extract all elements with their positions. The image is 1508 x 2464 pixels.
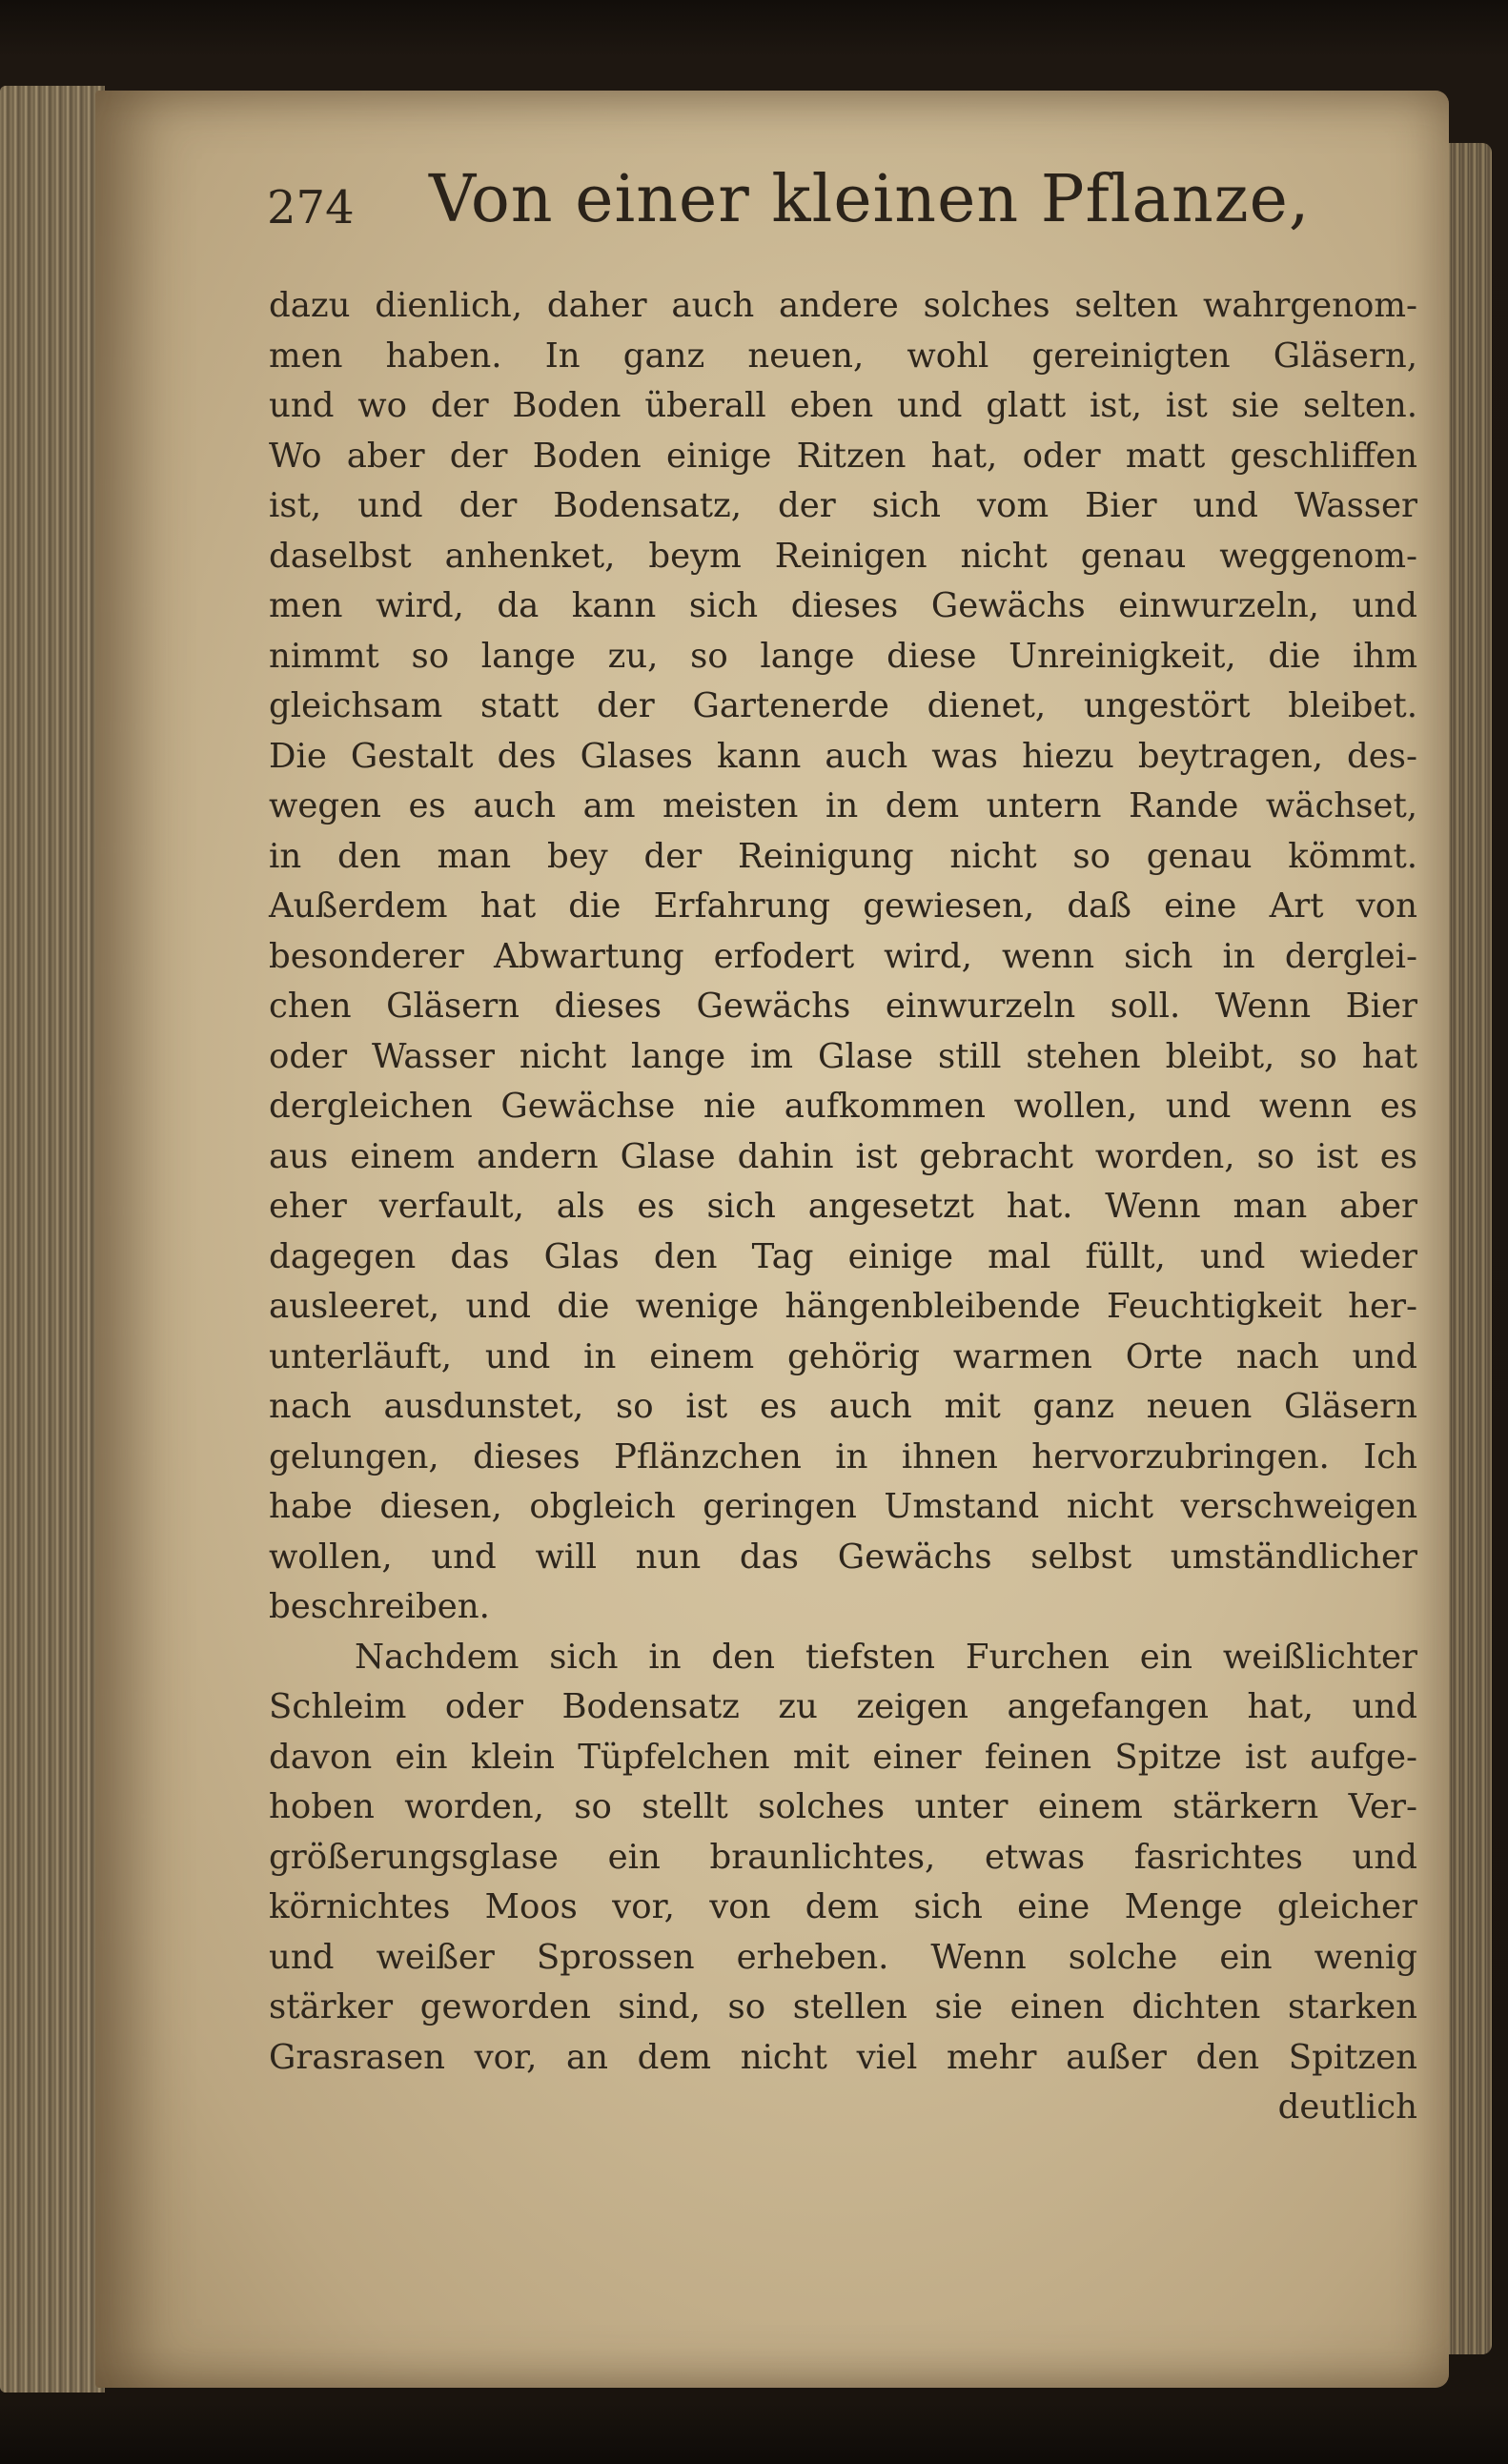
- text-line: Schleim oder Bodensatz zu zeigen angefangen hat, und: [269, 1687, 1417, 1726]
- text-line: beschreiben.: [269, 1587, 490, 1626]
- text-line: gelungen, dieses Pflänzchen in ihnen hervorzubringen. Ich: [269, 1436, 1417, 1476]
- text-line: davon ein klein Tüpfelchen mit einer feinen Spitze ist aufge-: [269, 1737, 1417, 1777]
- text-line: nach ausdunstet, so ist es auch mit ganz neuen Gläsern: [269, 1387, 1417, 1426]
- text-line: eher verfault, als es sich angesetzt hat. Wenn man aber: [269, 1187, 1417, 1226]
- text-line: körnichtes Moos vor, von dem sich eine Menge gleicher: [269, 1887, 1417, 1926]
- text-line: Außerdem hat die Erfahrung gewiesen, daß eine Art von: [269, 886, 1417, 926]
- text-line: Die Gestalt des Glases kann auch was hiezu beytragen, des-: [269, 736, 1417, 776]
- text-line: unterläuft, und in einem gehörig warmen Orte nach und: [269, 1336, 1417, 1376]
- text-line: wollen, und will nun das Gewächs selbst umständlicher: [269, 1537, 1417, 1577]
- text-line: aus einem andern Glase dahin ist gebracht worden, so ist es: [269, 1136, 1417, 1176]
- text-line: nimmt so lange zu, so lange diese Unreinigkeit, die ihm: [269, 636, 1417, 676]
- text-line: dagegen das Glas den Tag einige mal füllt, und wieder: [269, 1236, 1417, 1276]
- text-line: gleichsam statt der Gartenerde dienet, ungestört bleibet.: [269, 686, 1417, 725]
- text-line: oder Wasser nicht lange im Glase still stehen bleibt, so hat: [269, 1036, 1417, 1076]
- text-line: und wo der Boden überall eben und glatt ist, ist sie selten.: [269, 386, 1417, 425]
- text-line: hoben worden, so stellt solches unter einem stärkern Ver-: [269, 1787, 1417, 1826]
- text-line: ausleeret, und die wenige hängenbleibende Feuchtigkeit her-: [269, 1287, 1417, 1326]
- catchword: deutlich: [1277, 2087, 1417, 2127]
- page-number: 274: [267, 181, 355, 234]
- text-line: men haben. In ganz neuen, wohl gereinigten Gläsern,: [269, 336, 1417, 376]
- text-line: besonderer Abwartung erfodert wird, wenn sich in derglei-: [269, 936, 1417, 976]
- left-page-edges: [0, 86, 105, 2393]
- text-line: wegen es auch am meisten in dem untern Rande wächset,: [269, 786, 1417, 825]
- text-line: in den man bey der Reinigung nicht so genau kömmt.: [269, 836, 1417, 876]
- text-line: daselbst anhenket, beym Reinigen nicht genau weggenom-: [269, 536, 1417, 576]
- text-line: Grasrasen vor, an dem nicht viel mehr außer den Spitzen: [269, 2037, 1417, 2077]
- text-line: und weißer Sprossen erheben. Wenn solche ein wenig: [269, 1937, 1417, 1977]
- text-line: stärker geworden sind, so stellen sie einen dichten starken: [269, 1987, 1417, 2026]
- text-line: größerungsglase ein braunlichtes, etwas fasrichtes und: [269, 1837, 1417, 1877]
- text-line: men wird, da kann sich dieses Gewächs einwurzeln, und: [269, 586, 1417, 625]
- text-line: chen Gläsern dieses Gewächs einwurzeln soll. Wenn Bier: [269, 987, 1417, 1026]
- text-line: dazu dienlich, daher auch andere solches selten wahrgenom-: [269, 286, 1417, 325]
- running-head: Von einer kleinen Pflanze,: [429, 162, 1311, 237]
- paragraph-start-line: Nachdem sich in den tiefsten Furchen ein weißlichter: [355, 1637, 1417, 1677]
- page-header: [267, 162, 1315, 267]
- text-line: Wo aber der Boden einige Ritzen hat, oder matt geschliffen: [269, 436, 1417, 476]
- text-line: ist, und der Bodensatz, der sich vom Bier und Wasser: [269, 486, 1417, 525]
- text-line: dergleichen Gewächse nie aufkommen wollen, und wenn es: [269, 1087, 1417, 1126]
- text-line: habe diesen, obgleich geringen Umstand nicht verschweigen: [269, 1487, 1417, 1526]
- body-text: [269, 281, 1417, 2133]
